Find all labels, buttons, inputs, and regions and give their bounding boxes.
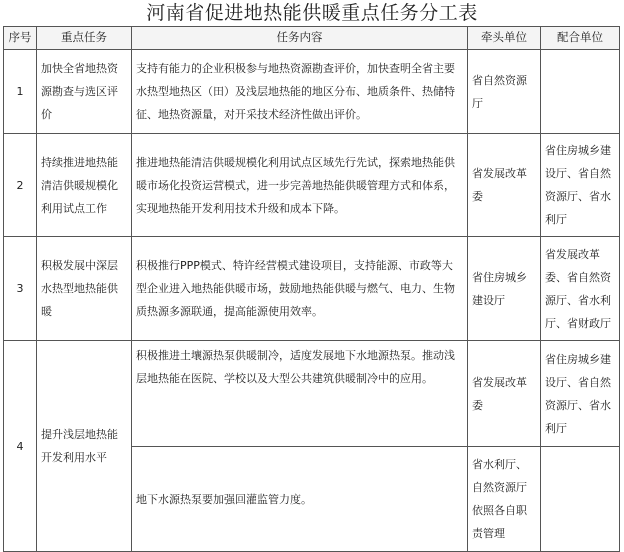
row1-lead [467,49,540,133]
row4-no [3,340,36,552]
row2-content [131,133,467,236]
row2-no-text: 2 [16,178,24,192]
row2-content-text: 推进地热能清洁供暖规模化利用试点区域先行先试，探索地热能供暖市场化投资运营模式，进一步完善地热能供暖管理方式和体系，实现地热能开发利用技术升级和成本下降。 [136,155,455,215]
row3-task [36,236,131,340]
row4b-lead [467,446,540,552]
header-content: 任务内容 [131,26,467,49]
row4a-content-text: 积极推进土壤源热泵供暖制冷，适度发展地下水地源热泵。推动浅层地热能在医院、学校以及大型公共建筑供暖制冷中的应用。 [136,349,455,385]
row3-lead [467,236,540,340]
row4b-lead-text: 省水利厅、自然资源厅依照各自职责管理 [472,458,527,540]
row3-task-text: 积极发展中深层水热型地热能供暖 [41,259,118,318]
row1-content-text: 支持有能力的企业积极参与地热资源勘查评价，加快查明全省主要水热型地热区（田）及浅层地热能的地区分布、地质条件、热储特征、地热资源量，对开采技术经济性做出评价。 [136,62,455,121]
row2-coop-text: 省住房城乡建设厅、省自然资源厅、省水利厅 [545,144,611,226]
row3-lead-text: 省住房城乡建设厅 [472,270,527,307]
row2-lead [467,133,540,236]
header-no: 序号 [3,26,36,49]
row1-coop [540,49,620,133]
row4b-content-text: 地下水源热泵要加强回灌监管力度。 [136,492,312,506]
row2-task [36,133,131,236]
header-task: 重点任务 [36,26,131,49]
task-table [3,26,620,552]
row1-content [131,49,467,133]
row1-task-text: 加快全省地热资源勘查与选区评价 [41,62,118,121]
header-lead: 牵头单位 [467,26,540,49]
row3-content-text: 积极推行PPP模式、特许经营模式建设项目，支持能源、市政等大型企业进入地热能供暖市场，鼓励地热能供暖与燃气、电力、生物质热源多源联通，提高能源使用效率。 [136,259,455,318]
row1-no [3,49,36,133]
row2-no [3,133,36,236]
row4b-coop [540,446,620,552]
row3-coop-text: 省发展改革委、省自然资源厅、省水利厅、省财政厅 [545,247,611,330]
row4-no-text: 4 [16,439,24,453]
row4a-coop [540,340,620,446]
row3-no-text: 3 [16,282,24,295]
row3-content [131,236,467,340]
row3-no [3,236,36,340]
row4b-content [131,446,467,552]
row3-coop [540,236,620,340]
row2-coop [540,133,620,236]
row1-task [36,49,131,133]
table-title: 河南省促进地热能供暖重点任务分工表 [146,2,478,24]
row4a-content [131,340,467,446]
row1-lead-text: 省自然资源厅 [472,73,527,110]
row2-lead-text: 省发展改革委 [472,167,527,203]
header-coop: 配合单位 [540,26,620,49]
row4-task-text: 提升浅层地热能开发利用水平 [41,428,118,464]
row1-no-text: 1 [16,85,24,98]
row4-task [36,340,131,552]
row2-task-text: 持续推进地热能清洁供暖规模化利用试点工作 [41,155,118,215]
row4a-coop-text: 省住房城乡建设厅、省自然资源厅、省水利厅 [545,352,611,435]
row4a-lead-text: 省发展改革委 [472,375,527,412]
row4a-lead [467,340,540,446]
